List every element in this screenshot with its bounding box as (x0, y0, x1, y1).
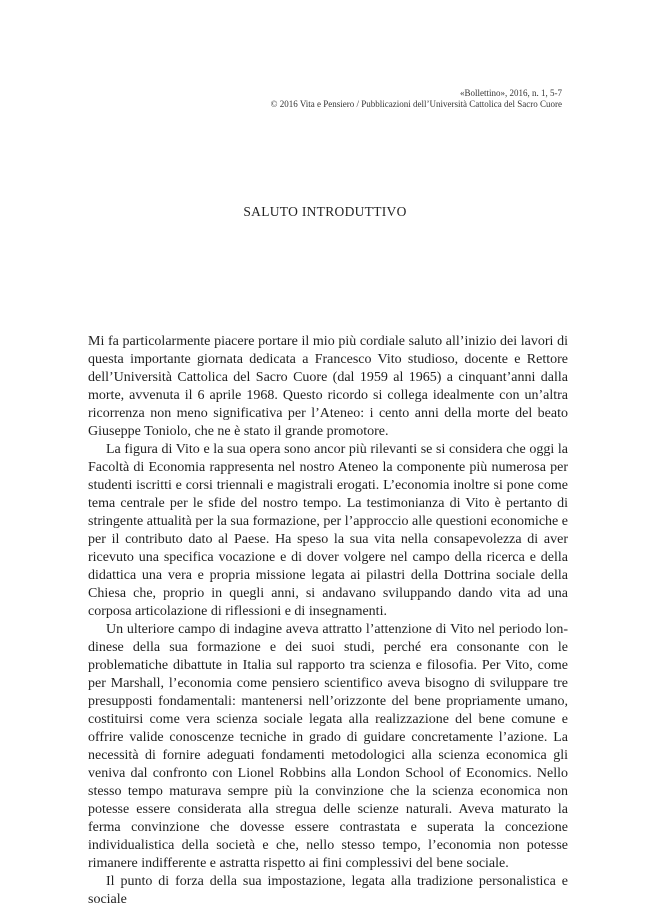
citation-line: «Bollettino», 2016, n. 1, 5-7 (460, 88, 562, 98)
paragraph-2: La figura di Vito e la sua opera sono ancor più rilevanti se si considera che oggi la Facoltà di Economia rappresenta nel nostro Ateneo la componente più numerosa per studenti iscritti e corsi triennali e magistrali erogati. L’economia inoltre si pone come tema centrale per le sfide del nostro tempo. La testimonianza di Vito è pertanto di stringente attualità per la sua formazione, per l’approccio alle questioni economiche e per il contributo dato al Paese. Ha speso la sua vita nella consapevolezza di aver ricevuto una specifica vocazione e di dover volgere nel campo della ricerca e della didattica una vera e propria missione legata ai pilastri della Dottrina sociale della Chiesa che, proprio in quegli anni, si andavano sviluppando dando vita ad una corposa articolazione di riflessioni e di insegnamenti. (88, 442, 568, 619)
paragraph-3: Un ulteriore campo di indagine aveva attratto l’attenzione di Vito nel periodo londinese della sua formazione e dei suoi studi, perché era consonante con le problematiche dibattute in Italia sul rapporto tra scienza e filosofia. Per Vito, come per Marshall, l’economia come pensiero scientifico aveva bisogno di sviluppare tre presupposti fondamentali: mantenersi nell’orizzonte del bene propriamente umano, costituirsi come vera scienza sociale legata alla realizzazione del bene comune e offrire valide conoscenze tecniche in grado di guidare concretamente l’azione. La necessità di fornire adeguati fondamenti metodologici alla scienza economica gli veniva dal confronto con Lionel Robbins alla London School of Economics. Nello stesso tempo maturava sempre più la convinzione che la scienza economica non potesse essere considerata alla stregua delle scienze naturali. Aveva maturato la ferma convinzione che dovesse essere contrastata e superata la concezione individualistica della società e che, nello stesso tempo, l’economia non potesse rimanere indifferente e astratta rispetto ai fini complessivi del bene sociale. (88, 622, 568, 871)
article-title: SALUTO INTRODUTTIVO (243, 204, 407, 219)
article-body (88, 333, 568, 909)
running-head (82, 88, 562, 110)
paragraph-1: Mi fa particolarmente piacere portare il mio più cordiale saluto all’inizio dei lavori di questa importante giornata dedicata a Francesco Vito studioso, docente e Rettore dell’Università Cattolica del Sacro Cuore (dal 1959 al 1965) a cinquant’anni dalla morte, avvenuta il 6 aprile 1968. Questo ricordo si collega idealmente con un’altra ricorrenza non meno significativa per l’Ateneo: i cento anni della morte del beato Giuseppe Toniolo, che ne è stato il grande promotore. (88, 334, 568, 439)
copyright-line: © 2016 Vita e Pensiero / Pubblicazioni dell’Università Cattolica del Sacro Cuore (270, 99, 562, 109)
paragraph-4: Il punto di forza della sua impostazione, legata alla tradizione personalistica e sociale (88, 874, 568, 907)
